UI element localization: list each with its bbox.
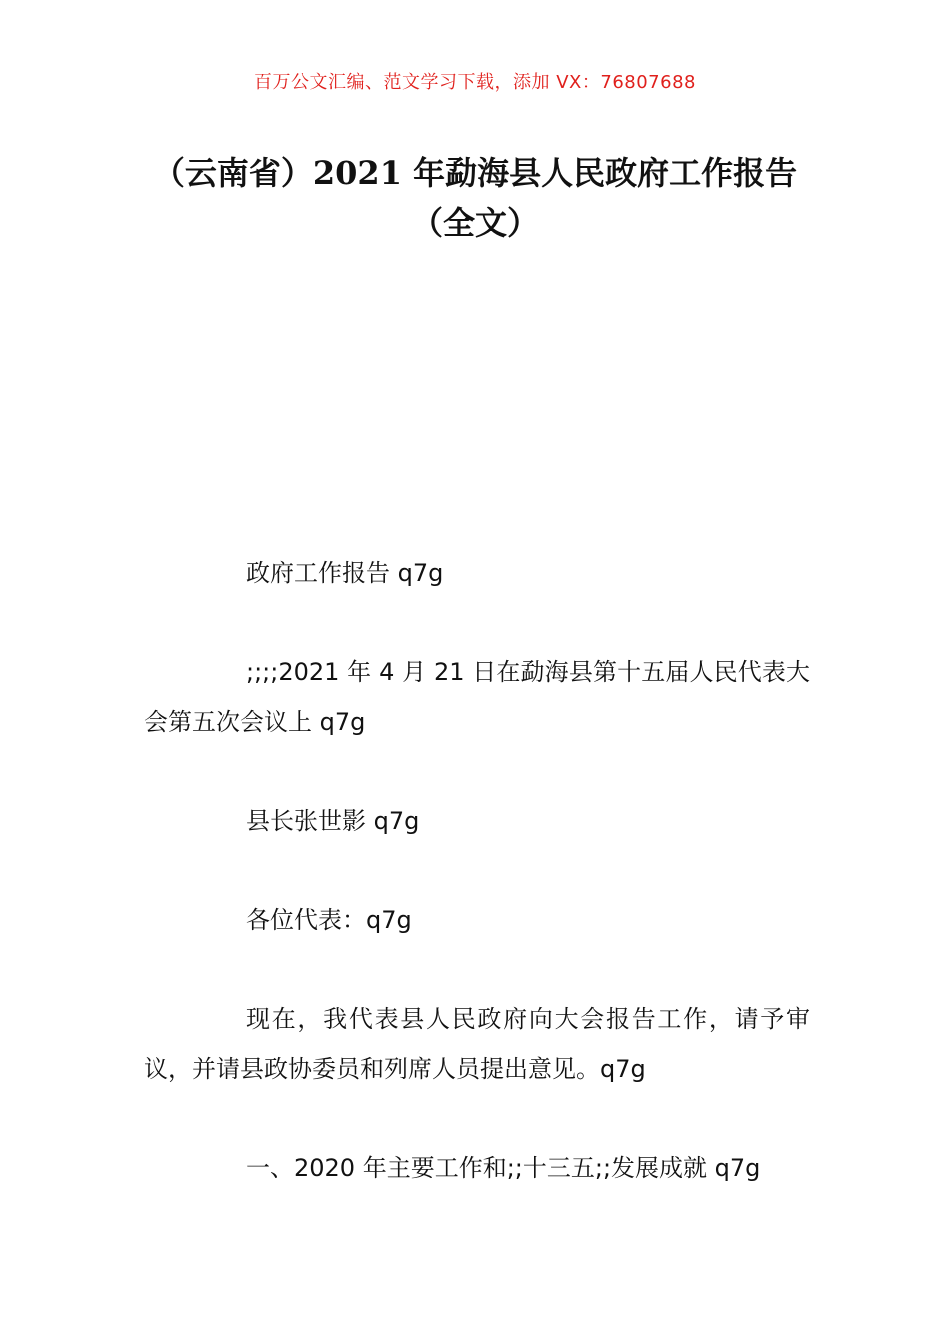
document-title: （云南省）2021 年勐海县人民政府工作报告（全文）: [152, 154, 798, 242]
paragraph-opening: 现在，我代表县人民政府向大会报告工作，请予审议，并请县政协委员和列席人员提出意见。q7g: [144, 1005, 810, 1083]
paragraph-meeting-info: ;;;;2021 年 4 月 21 日在勐海县第十五届人民代表大会第五次会议上 q7g: [144, 658, 810, 736]
section-heading-1: 一、2020 年主要工作和;;十三五;;发展成就 q7g: [246, 1154, 761, 1182]
paragraph-salutation: 各位代表：q7g: [246, 906, 412, 934]
paragraph-report-label: 政府工作报告 q7g: [246, 559, 444, 587]
promo-banner: 百万公文汇编、范文学习下载，添加 VX：76807688: [254, 72, 696, 93]
paragraph-speaker: 县长张世影 q7g: [246, 807, 420, 835]
document-body: [144, 548, 810, 1242]
